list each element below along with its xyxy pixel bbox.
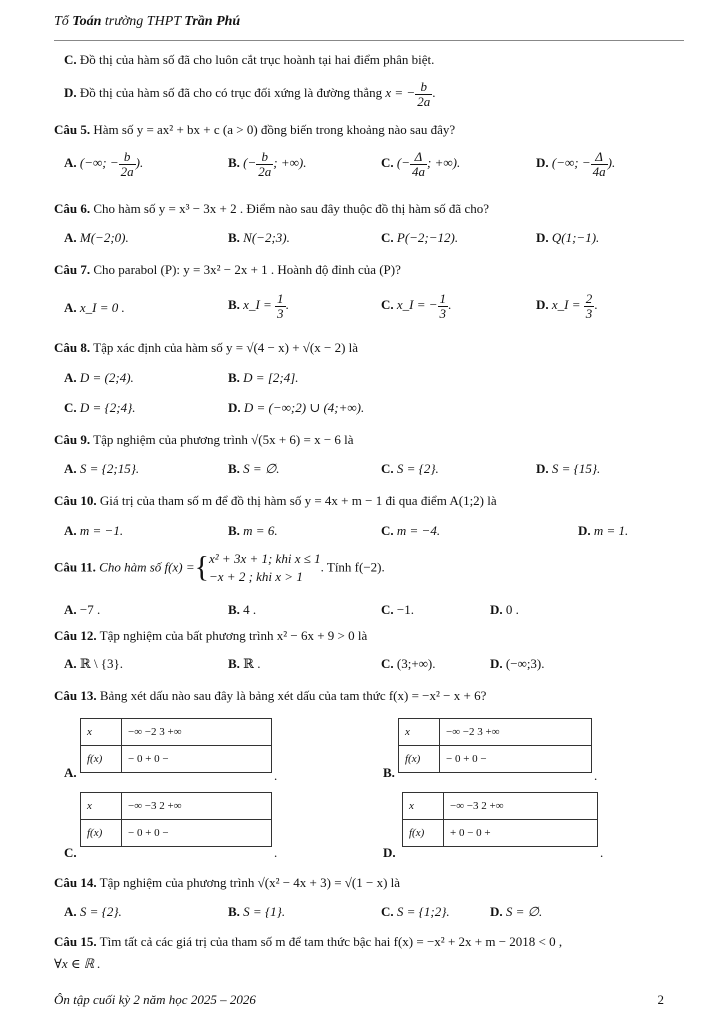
question-text: Hàm số y = ax² + bx + c (a > 0) đồng biến trong khoảng nào sau đây? [93, 122, 456, 137]
option-text: Đồ thị của hàm số đã cho luôn cắt trục hoành tại hai điểm phân biệt. [79, 52, 435, 67]
header-prefix: Tổ [54, 14, 73, 29]
q12-option-b: B. ℝ . [228, 656, 261, 671]
q9-option-d: D. S = {15}. [536, 461, 601, 476]
q5-option-b: B. (− $\frac{b}{2a}$ ; +∞). [228, 149, 307, 179]
question-15-line2: ∀x ∈ ℝ . [54, 956, 101, 971]
q6-option-b: B. N(−2;3). [228, 230, 290, 245]
q6-option-c: C. P(−2;−12). [381, 230, 459, 245]
q9-option-c: C. S = {2}. [381, 461, 439, 476]
sign-table-c: x −∞ −3 2 +∞ f(x) − 0 + 0 − [80, 792, 272, 847]
header-divider [54, 40, 684, 41]
q13-option-c-key: C. [64, 845, 77, 860]
q8-option-a: A. D = (2;4). [64, 370, 134, 385]
q8-option-b: B. D = [2;4]. [228, 370, 299, 385]
question-14: Câu 14. Tập nghiệm của phương trình √(x² − 4x + 3) = √(1 − x) là [54, 875, 401, 890]
q7-option-d: D. x_I = $\frac{2}{3}$ . [536, 291, 598, 321]
option-key: D. [64, 85, 77, 101]
q14-option-d: D. S = ∅. [490, 904, 543, 919]
question-11: Câu 11. Cho hàm số f(x) ={ x² + 3x + 1; khi x ≤ 1 −x + 2 ; khi x > 1 . Tính f(−2). [54, 550, 385, 584]
q10-option-a: A. m = −1. [64, 523, 124, 538]
question-9: Câu 9. Tập nghiệm của phương trình √(5x + 6) = x − 6 là [54, 432, 354, 447]
sign-table-a: x −∞ −2 3 +∞ f(x) − 0 + 0 − [80, 718, 272, 773]
fraction: $\frac{b}{2a}$ [417, 79, 431, 109]
question-6: Câu 6. Cho hàm số y = x³ − 3x + 2 . Điểm nào sau đây thuộc đồ thị hàm số đã cho? [54, 201, 489, 216]
q4-option-c [64, 52, 434, 68]
q6-option-d: D. Q(1;−1). [536, 230, 600, 245]
q10-option-d: D. m = 1. [578, 523, 629, 538]
q5-option-d: D. (−∞; − $\frac{\Delta}{4a}$ ). [536, 149, 616, 179]
q13-option-a-key: A. [64, 765, 77, 780]
formula: x = − [385, 85, 416, 101]
page-number: 2 [657, 992, 664, 1007]
header-school: Trần Phú [184, 14, 241, 29]
question-12: Câu 12. Tập nghiệm của bất phương trình x² − 6x + 9 > 0 là [54, 628, 368, 643]
q7-option-c: C. x_I = − $\frac{1}{3}$ . [381, 291, 452, 321]
q13-option-b-key: B. [383, 765, 395, 780]
q5-option-a: A. (−∞; − $\frac{b}{2a}$ ). [64, 149, 144, 179]
q10-option-c: C. m = −4. [381, 523, 441, 538]
q13-option-d-key: D. [383, 845, 396, 860]
q12-option-d: D. (−∞;3). [490, 656, 545, 671]
sign-table-b: x −∞ −2 3 +∞ f(x) − 0 + 0 − [398, 718, 592, 773]
q4-option-d: D. Đồ thị của hàm số đã cho có trục đối xứng là đường thẳng x = − $\frac{b}{2a}$ . [64, 79, 436, 109]
q7-option-a: A. x_I = 0 . [64, 300, 125, 315]
page-header [54, 14, 240, 30]
header-middle: trường THPT [101, 14, 185, 29]
question-10: Câu 10. Giá trị của tham số m để đồ thị hàm số y = 4x + m − 1 đi qua điểm A(1;2) là [54, 493, 497, 508]
question-5 [54, 122, 455, 138]
q11-option-a: A. −7 . [64, 602, 101, 617]
q11-option-b: B. 4 . [228, 602, 257, 617]
q14-option-c: C. S = {1;2}. [381, 904, 450, 919]
header-subject: Toán [72, 14, 102, 29]
q14-option-a: A. S = {2}. [64, 904, 122, 919]
q6-option-a: A. M(−2;0). [64, 230, 129, 245]
question-label: Câu 5. [54, 122, 91, 137]
page-footer: Ôn tập cuối kỳ 2 năm học 2025 – 2026 [54, 992, 256, 1007]
q8-option-c: C. D = {2;4}. [64, 400, 136, 415]
question-13: Câu 13. Bảng xét dấu nào sau đây là bảng xét dấu của tam thức f(x) = −x² − x + 6? [54, 688, 487, 703]
question-8: Câu 8. Tập xác định của hàm số y = √(4 − x) + √(x − 2) là [54, 340, 359, 355]
q12-option-c: C. (3;+∞). [381, 656, 436, 671]
q14-option-b: B. S = {1}. [228, 904, 286, 919]
option-key: C. [64, 52, 77, 67]
option-text: Đồ thị của hàm số đã cho có trục đối xứng là đường thẳng [79, 85, 383, 101]
q7-option-b: B. x_I = $\frac{1}{3}$ . [228, 291, 289, 321]
q11-option-c: C. −1. [381, 602, 414, 617]
question-15: Câu 15. Tìm tất cả các giá trị của tham số m để tam thức bậc hai f(x) = −x² + 2x + m − 2018 < 0 , [54, 934, 563, 949]
question-7: Câu 7. Cho parabol (P): y = 3x² − 2x + 1 . Hoành độ đỉnh của (P)? [54, 262, 401, 277]
q10-option-b: B. m = 6. [228, 523, 278, 538]
q9-option-b: B. S = ∅. [228, 461, 280, 476]
sign-table-d: x −∞ −3 2 +∞ f(x) + 0 − 0 + [402, 792, 598, 847]
q5-option-c: C. (− $\frac{\Delta}{4a}$ ; +∞). [381, 149, 461, 179]
q8-option-d: D. D = (−∞;2) ∪ (4;+∞). [228, 400, 365, 415]
q11-option-d: D. 0 . [490, 602, 519, 617]
q12-option-a: A. ℝ \ {3}. [64, 656, 124, 671]
q9-option-a: A. S = {2;15}. [64, 461, 140, 476]
